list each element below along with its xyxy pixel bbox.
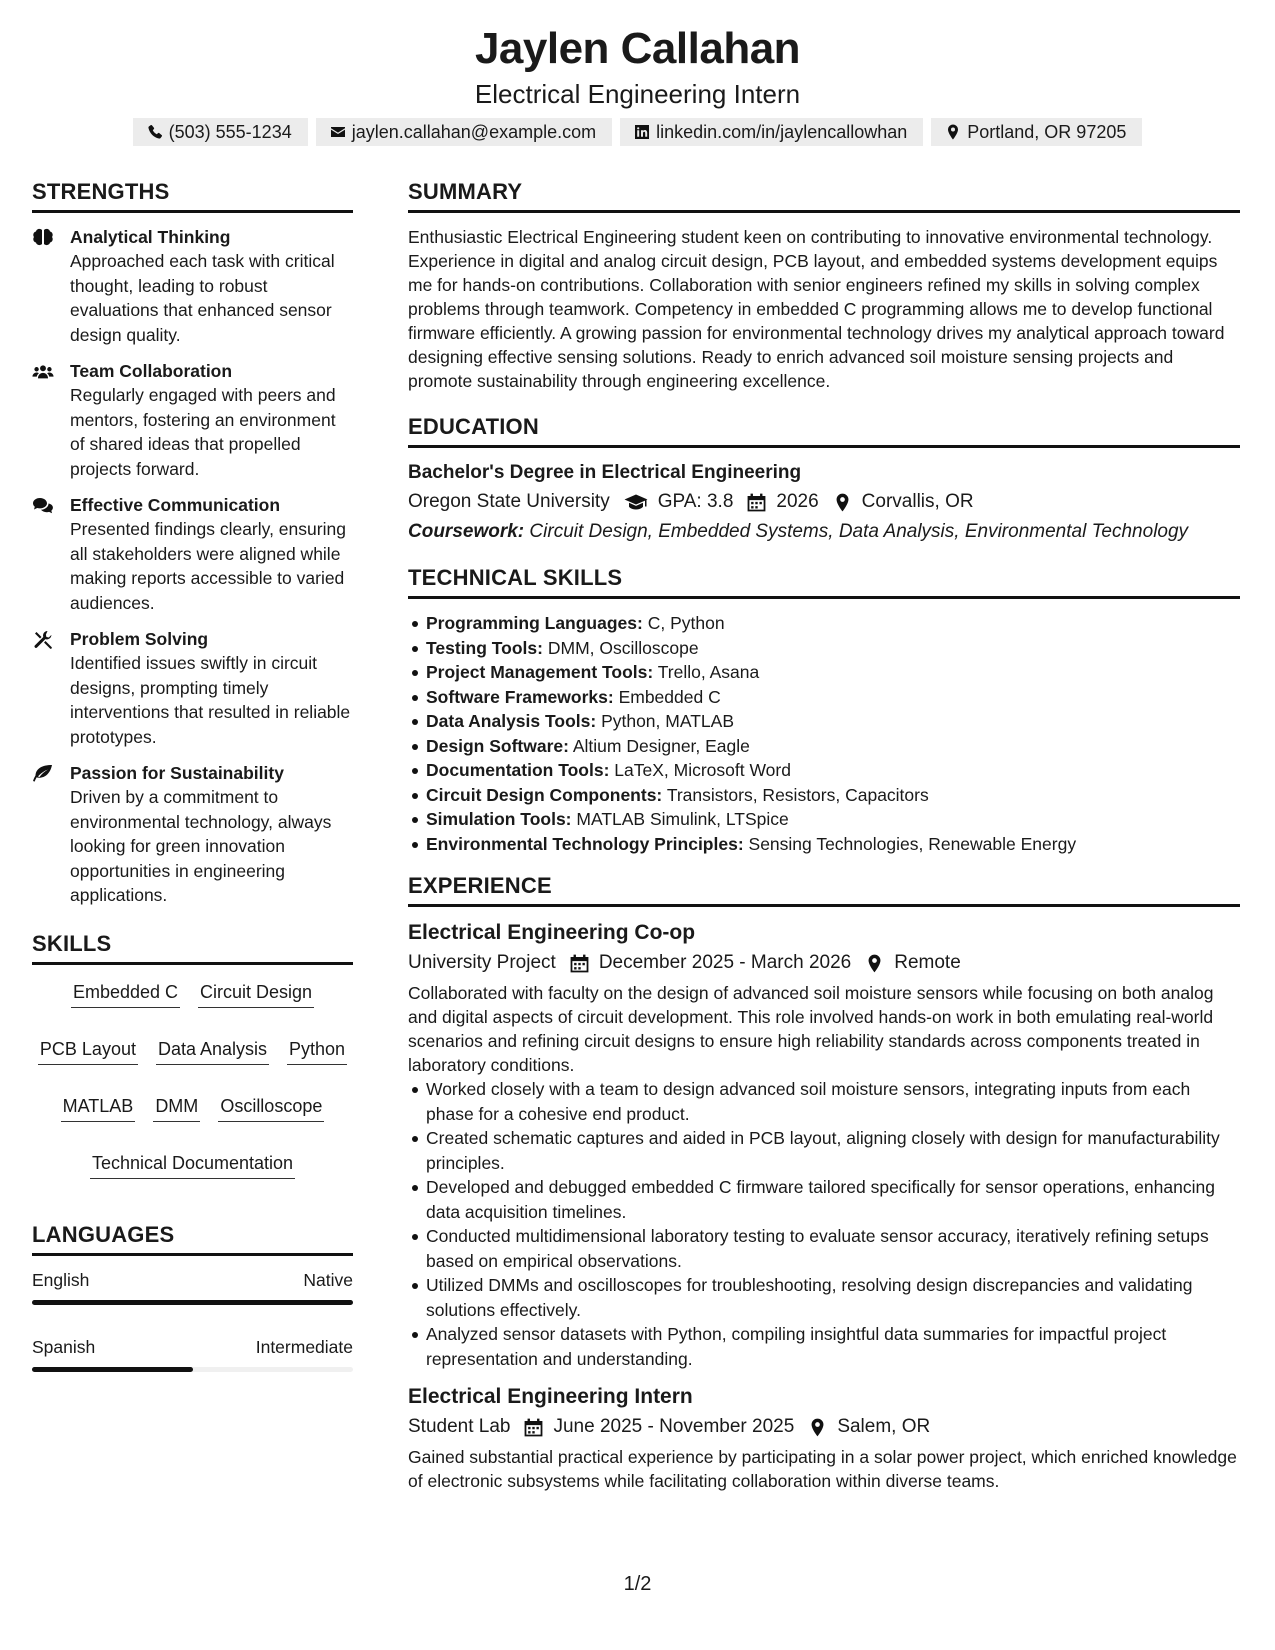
skills-heading: SKILLS <box>32 930 353 965</box>
skill-value: Trello, Asana <box>657 662 760 682</box>
skill-label: Software Frameworks: <box>426 686 614 707</box>
strength-title: Passion for Sustainability <box>70 763 284 783</box>
language-name: English <box>32 1269 90 1290</box>
contact-location <box>931 118 1142 146</box>
map-pin-icon <box>808 1418 827 1437</box>
map-pin-icon <box>865 954 884 973</box>
language-level: Intermediate <box>255 1336 353 1357</box>
strength-text: Approached each task with critical thought, leading to robust evaluations that enhanced sensor design quality. <box>70 251 335 345</box>
job-title: Electrical Engineering Intern <box>408 1385 693 1408</box>
skill-label: Simulation Tools: <box>426 809 572 829</box>
language-bar-fill <box>32 1367 193 1372</box>
skill-tag: DMM <box>153 1093 200 1122</box>
list-item <box>408 685 1240 710</box>
leaf-icon <box>32 764 54 784</box>
envelope-icon <box>330 124 346 140</box>
job-location: Remote <box>894 952 961 973</box>
skill-label: Design Software: <box>426 735 569 756</box>
list-item <box>408 660 1240 685</box>
tools-icon <box>32 630 54 650</box>
skill-label: Circuit Design Components: <box>426 784 663 805</box>
skill-label: Project Management Tools: <box>426 662 654 682</box>
graduation-cap-icon <box>624 493 648 512</box>
degree-title: Bachelor's Degree in Electrical Engineering <box>408 462 802 483</box>
job-meta <box>408 1413 1240 1441</box>
skill-tag: Python <box>287 1036 347 1065</box>
language-bar <box>32 1300 353 1305</box>
location-text: Portland, OR 97205 <box>967 121 1127 142</box>
calendar-icon <box>570 954 589 973</box>
skill-label: Documentation Tools: <box>426 760 610 780</box>
list-item <box>408 611 1240 636</box>
strength-text: Regularly engaged with peers and mentors, fostering an environment of shared ideas that propelled projects forward. <box>70 385 336 479</box>
strength-title: Analytical Thinking <box>70 227 231 247</box>
skill-tag: Embedded C <box>71 979 180 1008</box>
list-item <box>408 758 1240 783</box>
education-meta <box>408 488 1240 516</box>
school-name: Oregon State University <box>408 491 610 512</box>
candidate-title: Electrical Engineering Intern <box>474 79 801 109</box>
skill-label: Data Analysis Tools: <box>426 711 597 731</box>
map-pin-icon <box>833 493 852 512</box>
job-dates: June 2025 - November 2025 <box>553 1416 795 1437</box>
list-item <box>408 807 1240 832</box>
resume-body <box>32 178 1243 1493</box>
brain-icon <box>32 228 54 248</box>
languages-heading: LANGUAGES <box>32 1221 353 1256</box>
education-location: Corvallis, OR <box>861 491 974 512</box>
job-org: University Project <box>408 952 556 973</box>
skill-value: Embedded C <box>618 686 721 707</box>
graduation-year: 2026 <box>776 491 819 512</box>
gpa-text: GPA: 3.8 <box>657 491 734 512</box>
language-level: Native <box>303 1269 353 1290</box>
strength-title: Team Collaboration <box>70 361 233 381</box>
phone-text: (503) 555-1234 <box>168 121 292 142</box>
list-item: Analyzed sensor datasets with Python, compiling insightful data summaries for impactful project representation and understanding. <box>408 1322 1240 1371</box>
coursework-text: Circuit Design, Embedded Systems, Data Analysis, Environmental Technology <box>529 521 1189 542</box>
language-item <box>32 1268 353 1305</box>
job-title: Electrical Engineering Co-op <box>408 921 696 944</box>
skill-tag: Oscilloscope <box>218 1093 324 1122</box>
job-entry <box>408 919 1240 1371</box>
skill-value: Transistors, Resistors, Capacitors <box>666 784 929 805</box>
skill-value: C, Python <box>647 613 725 633</box>
resume-header <box>0 0 1275 146</box>
strengths-heading: STRENGTHS <box>32 178 353 213</box>
email-text: jaylen.callahan@example.com <box>351 121 597 142</box>
skill-tag: MATLAB <box>61 1093 136 1122</box>
coursework <box>408 518 1240 546</box>
job-org: Student Lab <box>408 1416 511 1437</box>
list-item: Utilized DMMs and oscilloscopes for troubleshooting, resolving design discrepancies and validating solutions effectively. <box>408 1273 1240 1322</box>
skill-value: Altium Designer, Eagle <box>572 735 750 756</box>
experience-heading: EXPERIENCE <box>408 872 1240 907</box>
list-item <box>408 636 1240 661</box>
strength-title: Problem Solving <box>70 629 209 649</box>
language-item <box>32 1335 353 1372</box>
page-number: 1/2 <box>623 1573 652 1595</box>
strength-item <box>32 627 353 749</box>
skill-tag: Data Analysis <box>156 1036 269 1065</box>
skill-tag: Technical Documentation <box>90 1150 295 1179</box>
skill-label: Environmental Technology Principles: <box>426 833 744 854</box>
list-item: Created schematic captures and aided in PCB layout, aligning closely with design for manufacturability principles. <box>408 1126 1240 1175</box>
calendar-icon <box>524 1418 543 1437</box>
language-bar <box>32 1367 353 1372</box>
technical-skills-heading: TECHNICAL SKILLS <box>408 564 1240 599</box>
summary-text: Enthusiastic Electrical Engineering student keen on contributing to innovative environmental technology. Experience in digital and analog circuit design, PCB layout, and embedded systems development equips me for hands-on contributions. Collaboration with senior engineers refined my skills in solving complex problems through teamwork. Competency in embedded C programming allows me to develop functional firmware efficiently. A growing passion for environmental technology drives my analytical approach toward designing effective sensing solutions. Ready to enrich advanced soil moisture sensing projects and promote sustainability through engineering excellence. <box>408 227 1225 391</box>
job-description: Gained substantial practical experience by participating in a solar power project, which enriched knowledge of electronic subsystems while facilitating collaboration within diverse teams. <box>408 1447 1237 1491</box>
phone-icon <box>147 124 163 140</box>
job-location: Salem, OR <box>837 1416 931 1437</box>
job-bullets <box>408 1077 1240 1371</box>
contact-bar <box>0 118 1275 146</box>
list-item <box>408 709 1240 734</box>
strength-item <box>32 359 353 481</box>
summary-heading: SUMMARY <box>408 178 1240 213</box>
job-dates: December 2025 - March 2026 <box>598 952 852 973</box>
skill-value: LaTeX, Microsoft Word <box>614 760 791 780</box>
calendar-icon <box>747 493 766 512</box>
list-item <box>408 832 1240 857</box>
list-item <box>408 783 1240 808</box>
users-icon <box>32 362 54 382</box>
skill-tag: PCB Layout <box>38 1036 138 1065</box>
contact-email[interactable] <box>316 118 612 146</box>
coursework-label: Coursework: <box>408 521 525 542</box>
strength-item <box>32 761 353 908</box>
education-heading: EDUCATION <box>408 413 1240 448</box>
strength-text: Identified issues swiftly in circuit designs, prompting timely interventions that resulted in reliable prototypes. <box>70 653 351 747</box>
strength-text: Driven by a commitment to environmental technology, always looking for green innovation opportunities in engineering applications. <box>70 787 332 905</box>
contact-linkedin[interactable] <box>620 118 923 146</box>
strength-item <box>32 493 353 615</box>
skill-label: Programming Languages: <box>426 613 643 633</box>
list-item: Conducted multidimensional laboratory testing to evaluate sensor accuracy, iteratively refining setups based on empirical observations. <box>408 1224 1240 1273</box>
technical-skills-list <box>408 611 1240 856</box>
language-name: Spanish <box>32 1336 96 1357</box>
list-item: Developed and debugged embedded C firmware tailored specifically for sensor operations, enhancing data acquisition timelines. <box>408 1175 1240 1224</box>
skill-value: DMM, Oscilloscope <box>547 637 699 658</box>
linkedin-icon <box>634 124 650 140</box>
job-meta <box>408 949 1240 977</box>
candidate-name: Jaylen Callahan <box>474 24 801 73</box>
language-bar-fill <box>32 1300 353 1305</box>
strength-title: Effective Communication <box>70 495 281 515</box>
comments-icon <box>32 496 54 516</box>
skill-value: MATLAB Simulink, LTSpice <box>576 809 789 829</box>
right-column <box>408 178 1240 1493</box>
contact-phone[interactable] <box>133 118 308 146</box>
strength-item <box>32 225 353 347</box>
skill-value: Python, MATLAB <box>601 711 734 731</box>
map-pin-icon <box>945 124 961 140</box>
list-item: Worked closely with a team to design advanced soil moisture sensors, integrating inputs from each phase for a cohesive end product. <box>408 1077 1240 1126</box>
skill-tags <box>32 977 353 1179</box>
list-item <box>408 734 1240 759</box>
skill-value: Sensing Technologies, Renewable Energy <box>748 833 1077 854</box>
linkedin-text: linkedin.com/in/jaylencallowhan <box>656 121 908 142</box>
job-entry <box>408 1383 1240 1493</box>
skill-label: Testing Tools: <box>426 637 543 658</box>
skill-tag: Circuit Design <box>198 979 314 1008</box>
job-description: Collaborated with faculty on the design of advanced soil moisture sensors while focusing on both analog and digital aspects of circuit development. This role involved hands-on work in both emulating real-world scenarios and refining circuit designs to ensure high reliability standards across components treated in laboratory conditions. <box>408 983 1214 1075</box>
strength-text: Presented findings clearly, ensuring all stakeholders were aligned while making reports accessible to varied audiences. <box>70 519 346 613</box>
left-column <box>32 178 353 1493</box>
